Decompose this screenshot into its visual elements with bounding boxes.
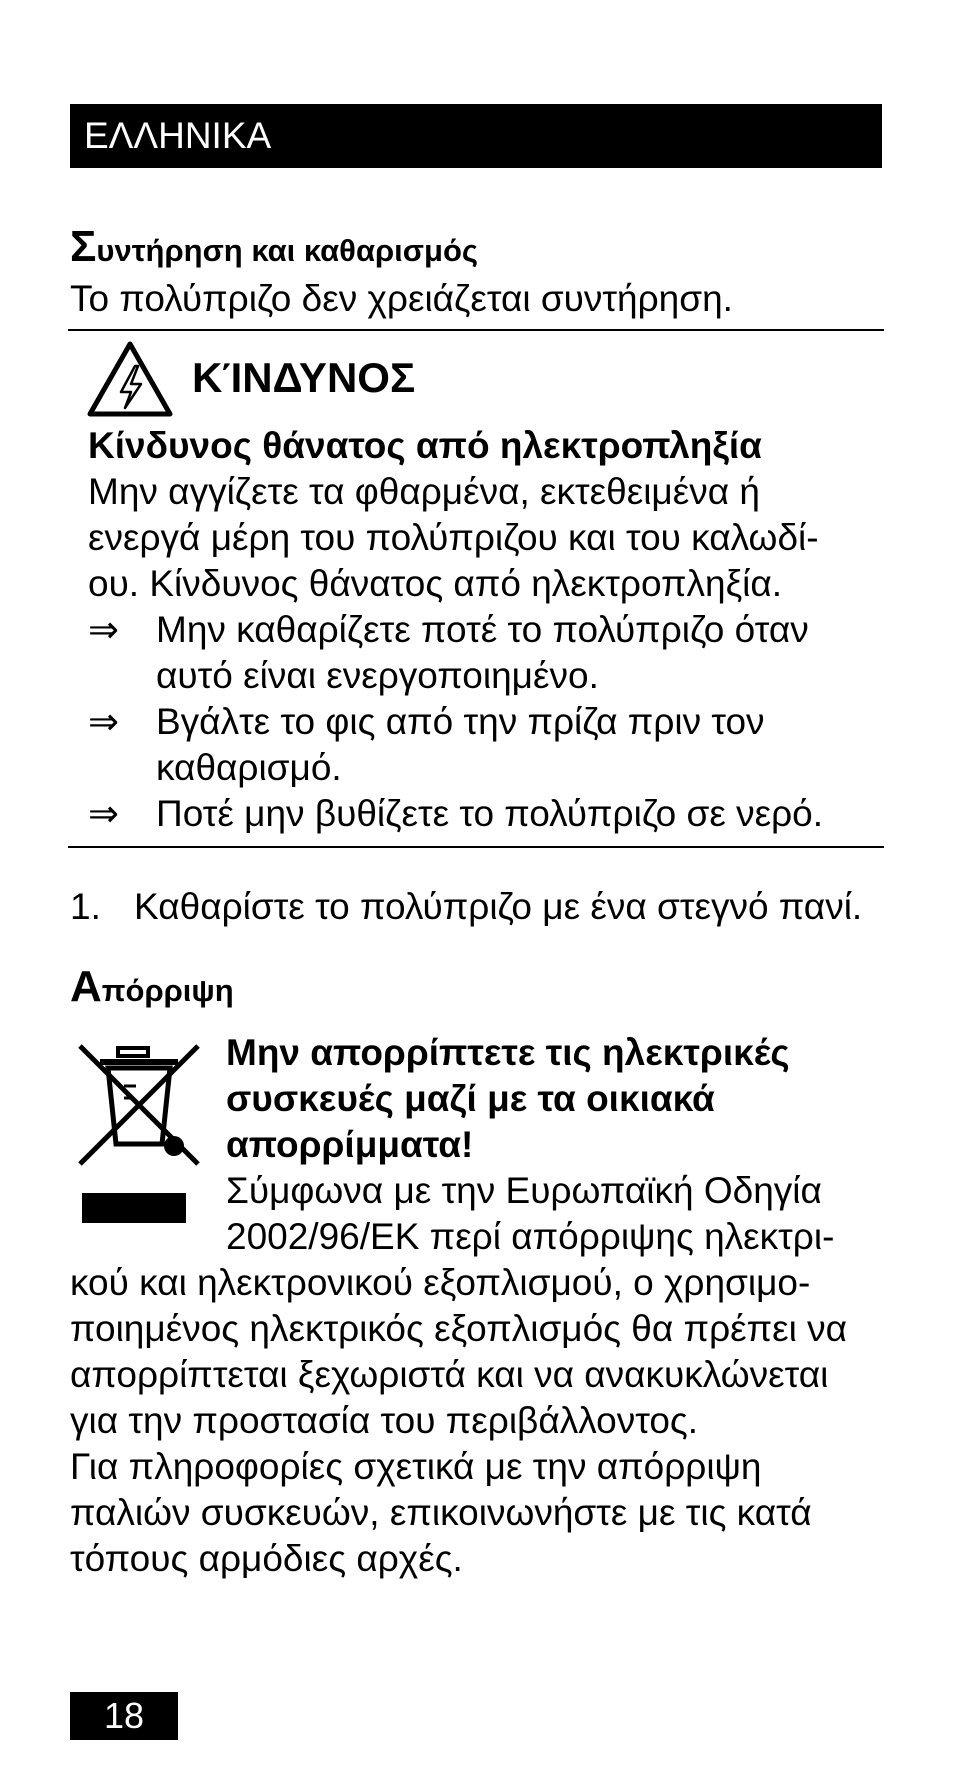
disposal-text-line: τόπους αρμόδιες αρχές. <box>70 1538 463 1579</box>
page-number: 18 <box>70 1692 178 1740</box>
maintenance-text: Το πολύπριζο δεν χρειάζεται συντήρηση. <box>70 278 733 319</box>
bullet-text: Βγάλτε το φις από την πρίζα πριν τον <box>156 701 765 742</box>
danger-line: ου. Κίνδυνος θάνατος από ηλεκτροπληξία. <box>88 563 783 604</box>
disposal-text-line: Για πληροφορίες σχετικά με την απόρριψη <box>70 1446 762 1487</box>
step-number: 1. <box>70 886 101 927</box>
disposal-warning-line: συσκευές μαζί με τα οικιακά <box>226 1078 715 1119</box>
bullet-text: καθαρισμό. <box>156 747 342 788</box>
crossed-out-bin-icon <box>74 1040 204 1170</box>
disposal-heading-rest: πόρριψη <box>101 973 234 1008</box>
maintenance-heading <box>70 222 478 272</box>
disposal-warning-line: απορρίμματα! <box>226 1124 474 1165</box>
bullet-text: Μην καθαρίζετε ποτέ το πολύπριζο όταν <box>156 609 809 650</box>
high-voltage-warning-icon <box>86 340 174 418</box>
bullet-arrow-icon: ⇒ <box>88 701 120 742</box>
language-banner: ΕΛΛΗΝΙΚΑ <box>70 104 882 168</box>
bullet-text: αυτό είναι ενεργοποιημένο. <box>156 655 599 696</box>
disposal-heading-initial: Α <box>70 962 102 1011</box>
bullet-arrow-icon: ⇒ <box>88 793 120 834</box>
danger-box-top-rule <box>68 329 884 331</box>
danger-line: Μην αγγίζετε τα φθαρμένα, εκτεθειμένα ή <box>88 471 760 512</box>
maintenance-heading-initial: Σ <box>70 222 97 271</box>
disposal-text-line: Σύμφωνα με την Ευρωπαϊκή Οδηγία <box>226 1170 822 1211</box>
maintenance-heading-rest: υντήρηση και καθαρισμός <box>96 233 479 268</box>
danger-subtitle: Κίνδυνος θάνατος από ηλεκτροπληξία <box>88 425 762 466</box>
disposal-text-line: απορρίπτεται ξεχωριστά και να ανακυκλώνεται <box>70 1354 829 1395</box>
weee-bar-mark <box>82 1193 186 1223</box>
step-text: Καθαρίστε το πολύπριζο με ένα στεγνό πανί. <box>134 886 863 927</box>
bullet-text: Ποτέ μην βυθίζετε το πολύπριζο σε νερό. <box>156 793 824 834</box>
disposal-heading <box>70 962 234 1012</box>
danger-line: ενεργά μέρη του πολύπριζου και του καλωδί- <box>88 517 819 558</box>
disposal-text-line: παλιών συσκευών, επικοινωνήστε με τις κατά <box>70 1492 812 1533</box>
danger-box-bottom-rule <box>68 846 884 848</box>
disposal-text-line: ποιημένος ηλεκτρικός εξοπλισμός θα πρέπει να <box>70 1308 848 1349</box>
bullet-arrow-icon: ⇒ <box>88 609 120 650</box>
danger-title: ΚΊΝΔΥΝΟΣ <box>192 354 416 401</box>
disposal-text-line: για την προστασία του περιβάλλοντος. <box>70 1400 699 1441</box>
disposal-warning-line: Μην απορρίπτετε τις ηλεκτρικές <box>226 1032 790 1073</box>
disposal-text-line: κού και ηλεκτρονικού εξοπλισμού, ο χρησιμο- <box>70 1262 811 1303</box>
disposal-text-line: 2002/96/ΕΚ περί απόρριψης ηλεκτρι- <box>226 1216 835 1257</box>
